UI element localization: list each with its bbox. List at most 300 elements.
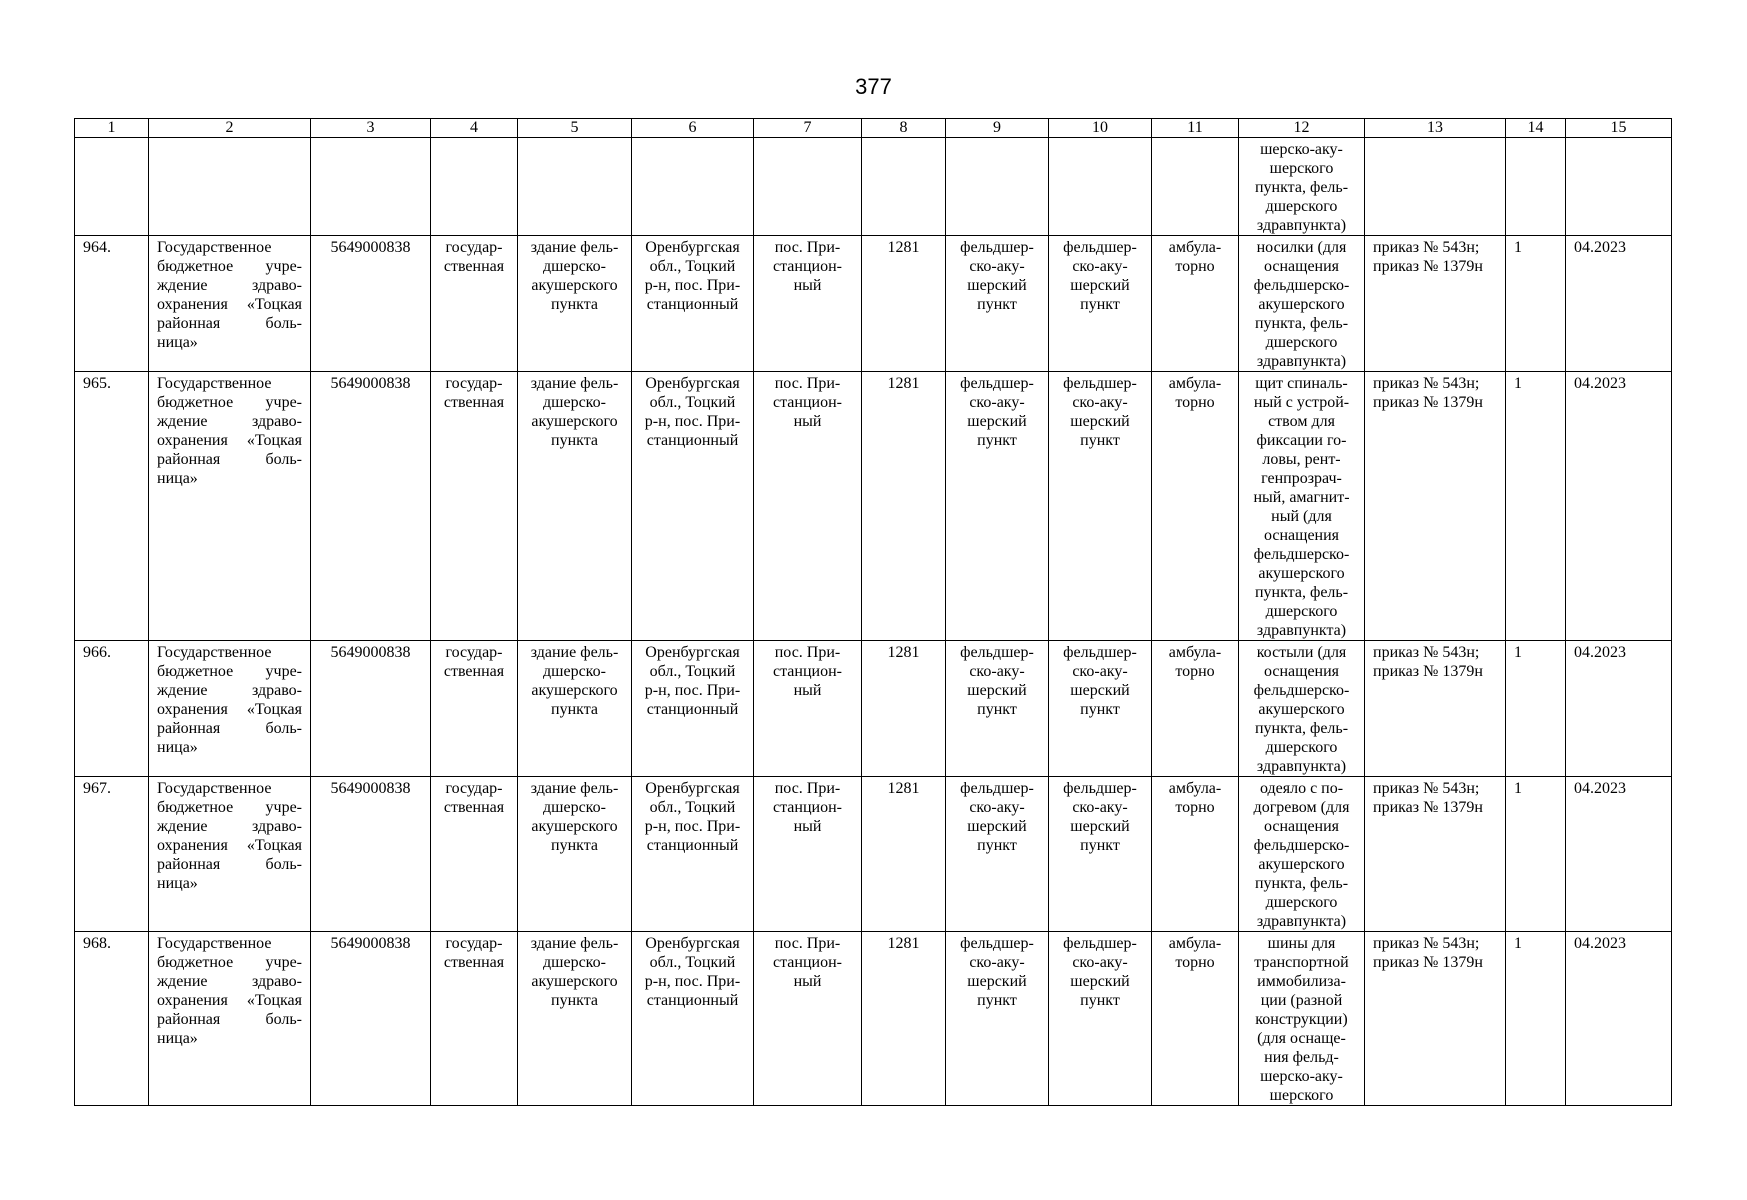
text-line: фельдшер- [960, 780, 1034, 797]
date-cell: 04.2023 [1566, 372, 1672, 641]
text-line: государ- [445, 239, 503, 256]
text-line: генпрозрач- [1261, 470, 1342, 487]
text-line: амбула- [1168, 780, 1222, 797]
text-line: ственная [443, 394, 505, 411]
text-line: дшерского [1265, 334, 1338, 351]
text-line: ждение здраво- [157, 818, 302, 835]
quantity-cell: 1 [1506, 777, 1566, 932]
text-line: ница» [157, 875, 198, 892]
care-type-cell [1152, 372, 1239, 641]
text-line: пункт [977, 296, 1017, 313]
text-line: станционный [646, 432, 739, 449]
column-number: 10 [1049, 119, 1152, 138]
text-line: пос. При- [774, 375, 841, 392]
inn-cell: 5649000838 [311, 236, 431, 372]
text-line: пос. При- [774, 935, 841, 952]
date-cell: 04.2023 [1566, 236, 1672, 372]
column-number: 14 [1506, 119, 1566, 138]
ownership-cell [431, 372, 518, 641]
text-line: оснащения [1263, 527, 1340, 544]
text-line: шерский [967, 682, 1027, 699]
text-line: пункт [1080, 701, 1120, 718]
text-line: дшерско- [543, 394, 606, 411]
text-line: акушерского [1258, 565, 1345, 582]
text-line: пункта, фель- [1254, 720, 1349, 737]
address-cell [632, 641, 754, 777]
order-cell [1365, 372, 1506, 641]
text-line: приказ № 543н; [1373, 239, 1480, 256]
text-line: фельдшер- [960, 644, 1034, 661]
text-line: обл., Тоцкий [649, 258, 736, 275]
text-line: пос. При- [774, 780, 841, 797]
building-cell [518, 372, 632, 641]
facility-cell [946, 236, 1049, 372]
text-line: приказ № 543н; [1373, 375, 1480, 392]
date-cell: 04.2023 [1566, 932, 1672, 1106]
text-line: пункт [977, 701, 1017, 718]
care-type-cell [1152, 777, 1239, 932]
text-line: р-н, пос. При- [644, 818, 741, 835]
text-line: оснащения [1263, 663, 1340, 680]
text-line: дшерского [1265, 739, 1338, 756]
text-line: дшерско- [543, 663, 606, 680]
column-number-row [75, 119, 1672, 138]
text-line: пункта, фель- [1254, 875, 1349, 892]
text-line: районная боль- [157, 451, 302, 468]
address-cell [632, 777, 754, 932]
inn-cell: 5649000838 [311, 372, 431, 641]
text-line: фиксации го- [1256, 432, 1347, 449]
text-line: Оренбургская [645, 375, 740, 392]
building-cell [518, 932, 632, 1106]
address-cell [632, 932, 754, 1106]
facility-cell [946, 777, 1049, 932]
text-line: приказ № 543н; [1373, 780, 1480, 797]
text-line: пос. При- [774, 239, 841, 256]
text-line: обл., Тоцкий [649, 663, 736, 680]
equipment-cell [1239, 777, 1365, 932]
text-line: торно [1175, 954, 1215, 971]
text-line: ловы, рент- [1262, 451, 1341, 468]
text-line: ница» [157, 739, 198, 756]
text-line: пункт [1080, 992, 1120, 1009]
column-number: 8 [862, 119, 946, 138]
ownership-cell [431, 777, 518, 932]
population-cell: 1281 [862, 372, 946, 641]
text-line: ница» [157, 334, 198, 351]
column-number: 3 [311, 119, 431, 138]
text-line: фельдшерско- [1253, 277, 1350, 294]
text-line: ции (разной [1260, 992, 1343, 1009]
continuation-row [75, 138, 1672, 236]
text-line: ждение здраво- [157, 973, 302, 990]
text-line: шерский [1070, 682, 1130, 699]
text-line: акушерского [531, 973, 618, 990]
text-line: районная боль- [157, 720, 302, 737]
unit-cell [1049, 641, 1152, 777]
table-row [75, 932, 1672, 1106]
column-number: 12 [1239, 119, 1365, 138]
row-number-cell: 964. [75, 236, 149, 372]
population-cell: 1281 [862, 236, 946, 372]
text-line: амбула- [1168, 375, 1222, 392]
quantity-cell: 1 [1506, 932, 1566, 1106]
text-line: ный, амагнит- [1253, 489, 1350, 506]
text-line: пункт [1080, 432, 1120, 449]
text-line: бюджетное учре- [157, 663, 302, 680]
text-line: амбула- [1168, 239, 1222, 256]
text-line: здравпункта) [1256, 622, 1347, 639]
text-line: фельдшер- [1063, 780, 1137, 797]
text-line: приказ № 543н; [1373, 935, 1480, 952]
text-line: районная боль- [157, 1011, 302, 1028]
text-line: ско-аку- [1072, 258, 1128, 275]
text-line: пункт [1080, 837, 1120, 854]
text-line: пункта [551, 296, 598, 313]
text-line: приказ № 1379н [1373, 663, 1483, 680]
table-cell [1152, 138, 1239, 236]
equipment-table [74, 118, 1672, 1106]
text-line: шерский [967, 277, 1027, 294]
column-number: 5 [518, 119, 632, 138]
organization-cell [149, 932, 311, 1106]
text-line: ско-аку- [969, 394, 1025, 411]
inn-cell: 5649000838 [311, 932, 431, 1106]
text-line: районная боль- [157, 856, 302, 873]
text-line: Оренбургская [645, 780, 740, 797]
inn-cell: 5649000838 [311, 777, 431, 932]
table-row [75, 372, 1672, 641]
text-line: ственная [443, 663, 505, 680]
text-line: дшерско- [543, 258, 606, 275]
table-cell [1365, 138, 1506, 236]
text-line: ско-аку- [969, 663, 1025, 680]
text-line: конструкции) [1255, 1011, 1348, 1028]
text-line: акушерского [531, 277, 618, 294]
building-cell [518, 777, 632, 932]
column-number: 11 [1152, 119, 1239, 138]
column-number: 15 [1566, 119, 1672, 138]
order-cell [1365, 641, 1506, 777]
text-line: шерский [1070, 413, 1130, 430]
table-cell [1049, 138, 1152, 236]
text-line: станционный [646, 701, 739, 718]
care-type-cell [1152, 641, 1239, 777]
text-line: государ- [445, 375, 503, 392]
text-line: охранения «Тоцкая [157, 701, 302, 718]
page-number: 377 [855, 74, 892, 99]
text-line: шерский [967, 413, 1027, 430]
text-line: бюджетное учре- [157, 799, 302, 816]
column-number: 6 [632, 119, 754, 138]
text-line: шерский [967, 973, 1027, 990]
text-line: р-н, пос. При- [644, 277, 741, 294]
population-cell: 1281 [862, 777, 946, 932]
text-line: шерский [967, 818, 1027, 835]
text-line: шерский [1070, 973, 1130, 990]
inn-cell: 5649000838 [311, 641, 431, 777]
text-line: костыли (для [1256, 644, 1347, 661]
text-line: ством для [1268, 413, 1335, 430]
table-row [75, 777, 1672, 932]
column-number: 7 [754, 119, 862, 138]
text-line: фельдшер- [1063, 935, 1137, 952]
text-line: станцион- [773, 954, 842, 971]
date-cell: 04.2023 [1566, 777, 1672, 932]
column-number: 13 [1365, 119, 1506, 138]
table-row [75, 236, 1672, 372]
text-line: станцион- [773, 258, 842, 275]
column-number: 9 [946, 119, 1049, 138]
text-line: приказ № 1379н [1373, 258, 1483, 275]
text-line: ско-аку- [1072, 663, 1128, 680]
text-line: ско-аку- [969, 799, 1025, 816]
text-line: ный [793, 413, 822, 430]
unit-cell [1049, 236, 1152, 372]
text-line: ница» [157, 470, 198, 487]
text-line: здравпункта) [1256, 353, 1347, 370]
text-line: станцион- [773, 663, 842, 680]
text-line: дшерского [1265, 198, 1338, 215]
table-cell [754, 138, 862, 236]
text-line: акушерского [531, 682, 618, 699]
text-line: одеяло с по- [1259, 780, 1344, 797]
table-cell [1506, 138, 1566, 236]
text-line: фельдшер- [960, 375, 1034, 392]
table-cell [518, 138, 632, 236]
text-line: приказ № 1379н [1373, 394, 1483, 411]
unit-cell [1049, 932, 1152, 1106]
organization-cell [149, 236, 311, 372]
text-line: охранения «Тоцкая [157, 296, 302, 313]
settlement-cell [754, 236, 862, 372]
facility-cell [946, 372, 1049, 641]
table-row [75, 641, 1672, 777]
text-line: пункта [551, 432, 598, 449]
table-cell [431, 138, 518, 236]
text-line: станционный [646, 992, 739, 1009]
text-line: фельдшер- [1063, 375, 1137, 392]
text-line: ждение здраво- [157, 277, 302, 294]
table-cell [946, 138, 1049, 236]
table-cell [149, 138, 311, 236]
text-line: р-н, пос. При- [644, 682, 741, 699]
unit-cell [1049, 372, 1152, 641]
equipment-cell [1239, 641, 1365, 777]
table-cell [1566, 138, 1672, 236]
order-cell [1365, 236, 1506, 372]
text-line: дшерского [1265, 603, 1338, 620]
population-cell: 1281 [862, 932, 946, 1106]
equipment-cell [1239, 372, 1365, 641]
facility-cell [946, 932, 1049, 1106]
text-line: ждение здраво- [157, 413, 302, 430]
text-line: государ- [445, 780, 503, 797]
row-number-cell: 968. [75, 932, 149, 1106]
text-line: Оренбургская [645, 239, 740, 256]
text-line: обл., Тоцкий [649, 954, 736, 971]
text-line: р-н, пос. При- [644, 413, 741, 430]
text-line: шерско-аку- [1260, 1068, 1343, 1085]
settlement-cell [754, 641, 862, 777]
table-cell [862, 138, 946, 236]
text-line: торно [1175, 258, 1215, 275]
row-number-cell: 966. [75, 641, 149, 777]
building-cell [518, 641, 632, 777]
building-cell [518, 236, 632, 372]
text-line: торно [1175, 799, 1215, 816]
text-line: шерско-аку- [1260, 141, 1343, 158]
text-line: носилки (для [1256, 239, 1347, 256]
column-number: 4 [431, 119, 518, 138]
text-line: охранения «Тоцкая [157, 837, 302, 854]
text-line: ный [793, 818, 822, 835]
care-type-cell [1152, 236, 1239, 372]
text-line: шерского [1269, 160, 1334, 177]
text-line: станцион- [773, 799, 842, 816]
text-line: амбула- [1168, 935, 1222, 952]
text-line: акушерского [531, 413, 618, 430]
text-line: щит спиналь- [1255, 375, 1348, 392]
text-line: фельдшер- [1063, 644, 1137, 661]
text-line: Государственное [157, 644, 272, 661]
unit-cell [1049, 777, 1152, 932]
ownership-cell [431, 641, 518, 777]
text-line: Государственное [157, 239, 272, 256]
text-line: районная боль- [157, 315, 302, 332]
text-line: шерского [1269, 1087, 1334, 1104]
quantity-cell: 1 [1506, 372, 1566, 641]
equipment-cell [1239, 932, 1365, 1106]
text-line: шерский [1070, 818, 1130, 835]
table-cell [632, 138, 754, 236]
text-line: здание фель- [530, 375, 619, 392]
text-line: пункт [977, 837, 1017, 854]
ownership-cell [431, 932, 518, 1106]
text-line: здравпункта) [1256, 217, 1347, 234]
text-line: ный [793, 973, 822, 990]
text-line: фельдшерско- [1253, 837, 1350, 854]
text-line: амбула- [1168, 644, 1222, 661]
row-number-cell: 965. [75, 372, 149, 641]
text-line: фельдшерско- [1253, 546, 1350, 563]
text-line: ный (для [1271, 508, 1332, 525]
text-line: станционный [646, 837, 739, 854]
text-line: Государственное [157, 935, 272, 952]
text-line: здание фель- [530, 780, 619, 797]
address-cell [632, 236, 754, 372]
text-line: акушерского [1258, 701, 1345, 718]
text-line: шины для [1267, 935, 1336, 952]
text-line: ско-аку- [969, 258, 1025, 275]
table-cell [75, 138, 149, 236]
text-line: государ- [445, 644, 503, 661]
organization-cell [149, 777, 311, 932]
organization-cell [149, 372, 311, 641]
text-line: ный [793, 682, 822, 699]
text-line: здравпункта) [1256, 758, 1347, 775]
text-line: приказ № 1379н [1373, 954, 1483, 971]
text-line: пункта [551, 701, 598, 718]
text-line: здание фель- [530, 239, 619, 256]
text-line: фельдшерско- [1253, 682, 1350, 699]
text-line: приказ № 1379н [1373, 799, 1483, 816]
text-line: шерский [1070, 277, 1130, 294]
text-line: дшерского [1265, 894, 1338, 911]
text-line: пункт [1080, 296, 1120, 313]
column-number: 2 [149, 119, 311, 138]
text-line: ждение здраво- [157, 682, 302, 699]
text-line: бюджетное учре- [157, 258, 302, 275]
text-line: торно [1175, 394, 1215, 411]
text-line: бюджетное учре- [157, 394, 302, 411]
text-line: охранения «Тоцкая [157, 432, 302, 449]
text-line: приказ № 543н; [1373, 644, 1480, 661]
text-line: дшерско- [543, 954, 606, 971]
date-cell: 04.2023 [1566, 641, 1672, 777]
text-line: р-н, пос. При- [644, 973, 741, 990]
text-line: ско-аку- [1072, 799, 1128, 816]
text-line: иммобилиза- [1257, 973, 1346, 990]
text-line: ско-аку- [969, 954, 1025, 971]
text-line: Государственное [157, 780, 272, 797]
equipment-continuation-cell [1239, 138, 1365, 236]
text-line: пункта, фель- [1254, 179, 1349, 196]
text-line: Государственное [157, 375, 272, 392]
equipment-cell [1239, 236, 1365, 372]
text-line: пункт [977, 992, 1017, 1009]
ownership-cell [431, 236, 518, 372]
text-line: (для оснаще- [1257, 1030, 1346, 1047]
row-number-cell: 967. [75, 777, 149, 932]
text-line: Оренбургская [645, 935, 740, 952]
text-line: здание фель- [530, 935, 619, 952]
text-line: ско-аку- [1072, 954, 1128, 971]
text-line: фельдшер- [960, 239, 1034, 256]
text-line: пункта, фель- [1254, 584, 1349, 601]
text-line: обл., Тоцкий [649, 799, 736, 816]
organization-cell [149, 641, 311, 777]
text-line: догревом (для [1253, 799, 1350, 816]
text-line: здание фель- [530, 644, 619, 661]
quantity-cell: 1 [1506, 641, 1566, 777]
order-cell [1365, 932, 1506, 1106]
text-line: станционный [646, 296, 739, 313]
care-type-cell [1152, 932, 1239, 1106]
text-line: фельдшер- [1063, 239, 1137, 256]
text-line: ско-аку- [1072, 394, 1128, 411]
text-line: ный с устрой- [1253, 394, 1350, 411]
text-line: фельдшер- [960, 935, 1034, 952]
text-line: охранения «Тоцкая [157, 992, 302, 1009]
quantity-cell: 1 [1506, 236, 1566, 372]
text-line: пункта [551, 837, 598, 854]
text-line: ница» [157, 1030, 198, 1047]
table-cell [311, 138, 431, 236]
settlement-cell [754, 932, 862, 1106]
text-line: станцион- [773, 394, 842, 411]
text-line: Оренбургская [645, 644, 740, 661]
text-line: пос. При- [774, 644, 841, 661]
text-line: акушерского [1258, 296, 1345, 313]
text-line: ственная [443, 954, 505, 971]
text-line: акушерского [1258, 856, 1345, 873]
text-line: ственная [443, 258, 505, 275]
order-cell [1365, 777, 1506, 932]
population-cell: 1281 [862, 641, 946, 777]
address-cell [632, 372, 754, 641]
text-line: ния фельд- [1264, 1049, 1339, 1066]
